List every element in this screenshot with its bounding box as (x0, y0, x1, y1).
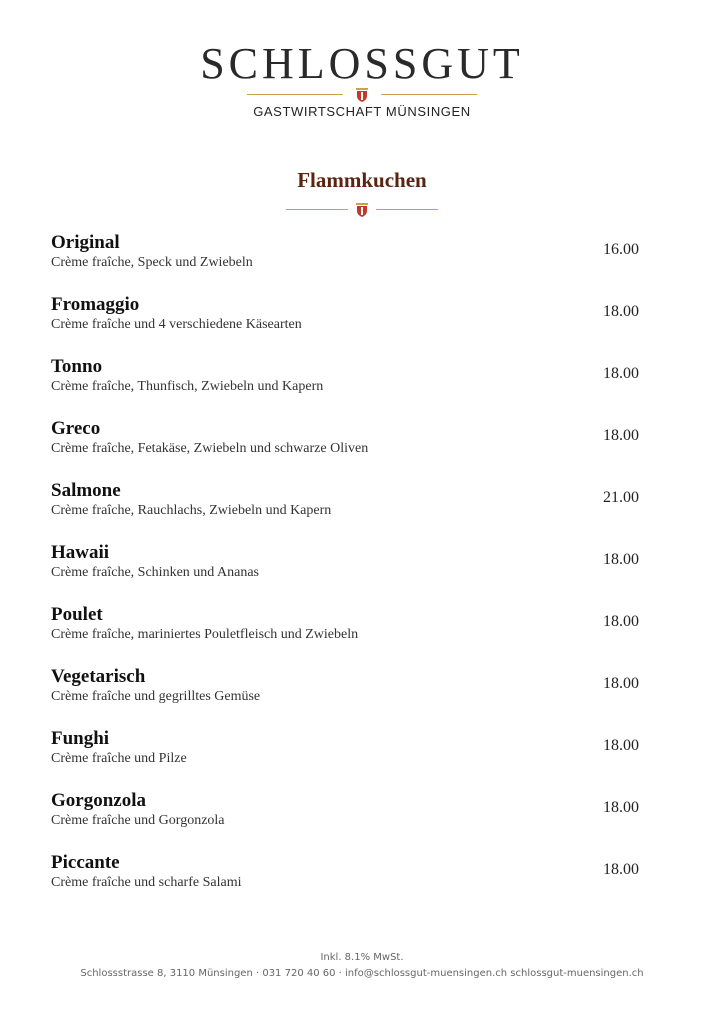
section-divider-line-right (376, 209, 438, 210)
menu-item-price: 18.00 (603, 427, 639, 444)
logo-divider-line-left (247, 94, 343, 95)
menu-item-name: Gorgonzola (51, 790, 146, 811)
footer-address: Schlossstrasse 8, 3110 Münsingen · 031 720 40 60 · info@schlossgut-muensingen.ch schlossgut-muensingen.ch (80, 968, 644, 979)
section-title: Flammkuchen (297, 168, 427, 192)
menu-item-name: Salmone (51, 480, 121, 501)
menu-item-name: Fromaggio (51, 294, 140, 315)
menu-item-name: Tonno (51, 356, 103, 377)
brand-name: SCHLOSSGUT (200, 39, 524, 88)
menu-item-description: Crème fraîche, Fetakäse, Zwiebeln und schwarze Oliven (51, 441, 369, 456)
section-divider (286, 203, 438, 217)
menu-item-description: Crème fraîche, Rauchlachs, Zwiebeln und Kapern (51, 503, 332, 518)
menu-item-price: 16.00 (603, 241, 639, 258)
menu-item-price: 18.00 (603, 365, 639, 382)
brand-logo (0, 40, 724, 119)
menu-item (51, 418, 639, 480)
menu-list (51, 232, 639, 914)
menu-item-description: Crème fraîche und Pilze (51, 751, 187, 766)
menu-item (51, 852, 639, 914)
menu-item-name: Funghi (51, 728, 110, 749)
menu-item-price: 18.00 (603, 861, 639, 878)
menu-item-description: Crème fraîche und Gorgonzola (51, 813, 225, 828)
menu-item-price: 18.00 (603, 675, 639, 692)
menu-item-name: Hawaii (51, 542, 110, 563)
menu-item (51, 356, 639, 418)
brand-subtitle: GASTWIRTSCHAFT MÜNSINGEN (253, 104, 471, 119)
menu-item-price: 18.00 (603, 737, 639, 754)
menu-item (51, 542, 639, 604)
menu-item-price: 18.00 (603, 303, 639, 320)
menu-item (51, 480, 639, 542)
menu-item-name: Original (51, 232, 120, 253)
menu-item-description: Crème fraîche und gegrilltes Gemüse (51, 689, 261, 704)
menu-item-description: Crème fraîche, Speck und Zwiebeln (51, 255, 253, 270)
menu-item (51, 666, 639, 728)
menu-item-description: Crème fraîche, mariniertes Pouletfleisch und Zwiebeln (51, 627, 359, 642)
menu-item (51, 232, 639, 294)
menu-item-price: 18.00 (603, 551, 639, 568)
menu-item-name: Greco (51, 418, 101, 439)
menu-item (51, 728, 639, 790)
menu-item-price: 21.00 (603, 489, 639, 506)
menu-item-name: Vegetarisch (51, 666, 146, 687)
section-divider-line-left (286, 209, 348, 210)
menu-item-description: Crème fraîche und scharfe Salami (51, 875, 242, 890)
menu-item-price: 18.00 (603, 799, 639, 816)
shield-icon (356, 88, 368, 102)
footer (0, 950, 724, 982)
menu-item (51, 790, 639, 852)
menu-item-name: Poulet (51, 604, 103, 625)
menu-item-description: Crème fraîche, Thunfisch, Zwiebeln und Kapern (51, 379, 324, 394)
logo-divider-line-right (381, 94, 477, 95)
menu-item-description: Crème fraîche und 4 verschiedene Käsearten (51, 317, 302, 332)
menu-item (51, 604, 639, 666)
menu-item (51, 294, 639, 356)
logo-divider (247, 88, 477, 102)
menu-item-description: Crème fraîche, Schinken und Ananas (51, 565, 259, 580)
menu-item-name: Piccante (51, 852, 120, 873)
footer-vat-note: Inkl. 8.1% MwSt. (320, 952, 404, 963)
menu-item-price: 18.00 (603, 613, 639, 630)
shield-icon (356, 203, 368, 217)
